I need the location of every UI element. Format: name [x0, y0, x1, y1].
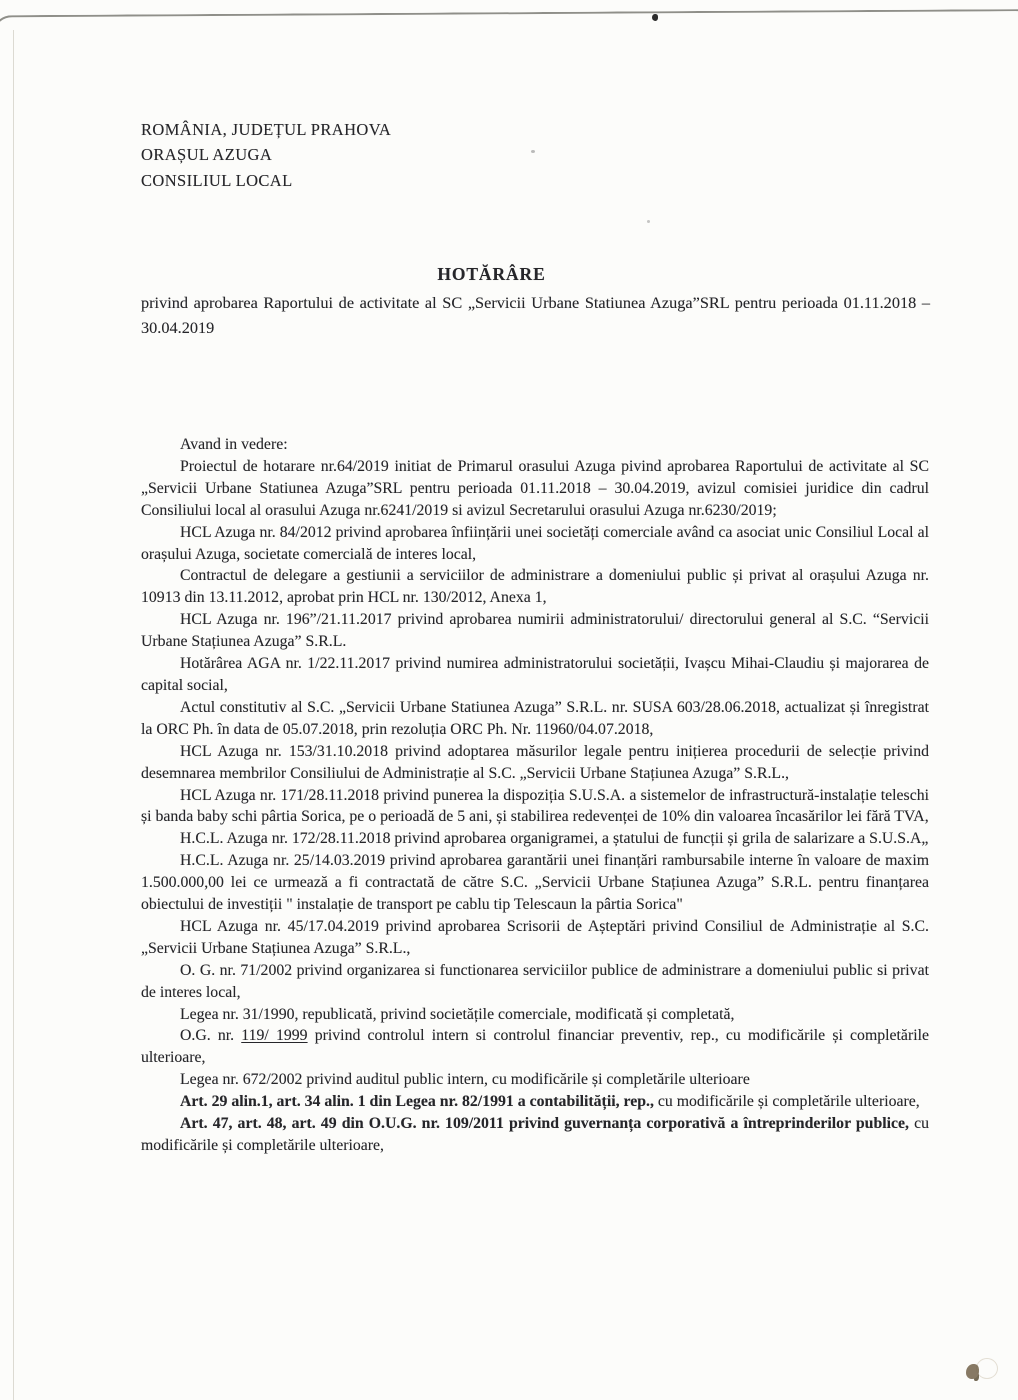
- ink-smudge: [966, 1358, 1000, 1384]
- recital-paragraph: HCL Azuga nr. 196”/21.11.2017 privind aprobarea numirii administratorului/ directorului general al S.C. “Servicii Urbane Stațiunea Azuga” S.R.L.: [141, 611, 929, 651]
- recital-paragraph: Proiectul de hotarare nr.64/2019 initiat de Primarul orasului Azuga pivind aprobarea Raportului de activitate al SC „Servicii Urbane Statiunea Azuga”SRL pentru perioada 01.11.2018 – 30.04.2019, avizul comisiei juridice din cadrul Consiliului local al orasului Azuga nr.6241/2019 si avizul Secretarului orasului Azuga nr.6230/2019;: [141, 457, 929, 519]
- underlined-reference: 119/ 1999: [241, 1027, 308, 1045]
- document-subtitle: privind aprobarea Raportului de activitate al SC „Servicii Urbane Statiunea Azuga”SRL pentru perioada 01.11.2018 – 30.04.2019: [141, 293, 930, 338]
- text-segment: cu modificările și completările ulterioare,: [653, 1093, 920, 1111]
- text-segment: privind controlul intern si controlul financiar preventiv, rep., cu modificările și completările ulterioare,: [141, 1027, 929, 1067]
- text-segment: O.G. nr.: [180, 1027, 242, 1045]
- recital-paragraph: O. G. nr. 71/2002 privind organizarea si functionarea serviciilor publice de administrare a domeniului public si privat de interes local,: [141, 961, 929, 1001]
- recital-paragraph: Legea nr. 31/1990, republicată, privind societățile comerciale, modificată și completată,: [180, 1005, 735, 1023]
- recital-paragraph: Actul constitutiv al S.C. „Servicii Urbane Statiunea Azuga” S.R.L. nr. SUSA 603/28.06.2018, actualizat și înregistrat la ORC Ph. în data de 05.07.2018, prin rezoluția ORC Ph. Nr. 11960/04.07.2018,: [141, 698, 929, 738]
- recital-paragraph: Hotărârea AGA nr. 1/22.11.2017 privind numirea administratorului societății, Ivașcu Mihai-Claudiu și majorarea de capital social,: [141, 655, 929, 694]
- ink-smudge-blob: [966, 1364, 979, 1379]
- recital-paragraph: [141, 1113, 929, 1157]
- document-title: HOTĂRÂRE: [437, 264, 546, 284]
- scan-edge-left: [13, 30, 14, 1400]
- scan-dot: [652, 14, 658, 21]
- scan-edge-top: [0, 9, 1018, 47]
- recital-paragraph: Contractul de delegare a gestiunii a serviciilor de administrare a domeniului public și privat al orașului Azuga nr. 10913 din 13.11.2012, aprobat prin HCL nr. 130/2012, Anexa 1,: [141, 567, 929, 607]
- letterhead-town-line: ORAȘUL AZUGA: [141, 145, 273, 165]
- text-segment: cu modificările și completările ulterioare,: [141, 1115, 929, 1154]
- recital-paragraph: HCL Azuga nr. 84/2012 privind aprobarea înființării unei societăți comerciale având ca asociat unic Consiliul Local al orașului Azuga, societate comercială de interes local,: [141, 523, 929, 563]
- recital-paragraph: [141, 1091, 929, 1113]
- scan-speck: [531, 150, 535, 153]
- recital-paragraph: HCL Azuga nr. 153/31.10.2018 privind adoptarea măsurilor legale pentru inițierea procedurii de selecție privind desemnarea membrilor Consiliului de Administrație al S.C. „Servicii Urbane Stațiunea Azuga” S.R.L.,: [141, 742, 929, 782]
- bold-reference: Art. 29 alin.1, art. 34 alin. 1 din Legea nr. 82/1991 a contabilității, rep.,: [180, 1093, 654, 1111]
- recital-paragraph: [141, 1025, 929, 1069]
- recital-paragraph: HCL Azuga nr. 45/17.04.2019 privind aprobarea Scrisorii de Așteptări privind Consiliul de Administrație al S.C. „Servicii Urbane Stațiunea Azuga” S.R.L.,: [141, 917, 929, 957]
- recitals-intro: Avand in vedere:: [180, 436, 288, 453]
- letterhead-country-line: ROMÂNIA, JUDEȚUL PRAHOVA: [141, 120, 392, 139]
- title-block: [141, 264, 930, 341]
- scan-speck: [647, 220, 650, 223]
- letterhead: [141, 117, 391, 193]
- ink-smudge-ring: [976, 1358, 998, 1379]
- recital-paragraph: HCL Azuga nr. 171/28.11.2018 privind punerea la dispoziția S.U.S.A. a sistemelor de infrastructură-instalație teleschi și banda baby schi pârtia Sorica, pe o perioadă de 5 ani, și stabilirea redevenței de 10% din valoarea încasărilor lei fără TVA,: [141, 786, 929, 826]
- recital-paragraph: Legea nr. 672/2002 privind auditul public intern, cu modificările și completările ulterioare: [180, 1071, 750, 1089]
- bold-reference: Art. 47, art. 48, art. 49 din O.U.G. nr. 109/2011 privind guvernanța corporativă a întreprinderilor publice,: [180, 1115, 909, 1133]
- document-body: [141, 434, 929, 1157]
- recital-paragraph: H.C.L. Azuga nr. 172/28.11.2018 privind aprobarea organigramei, a ștatului de funcții și grila de salarizare a S.U.S.A„: [180, 830, 929, 848]
- recital-paragraph: H.C.L. Azuga nr. 25/14.03.2019 privind aprobarea garantării unei finanțări rambursabile interne în valoare de maxim 1.500.000,00 lei ce urmează a fi contractată de către S.C. „Servicii Urbane Stațiunea Azuga” S.R.L. pentru finanțarea obiectului de investiții " instalație de transport pe cablu tip Telescaun la pârtia Sorica": [141, 852, 929, 914]
- letterhead-council-line: CONSILIUL LOCAL: [141, 170, 293, 190]
